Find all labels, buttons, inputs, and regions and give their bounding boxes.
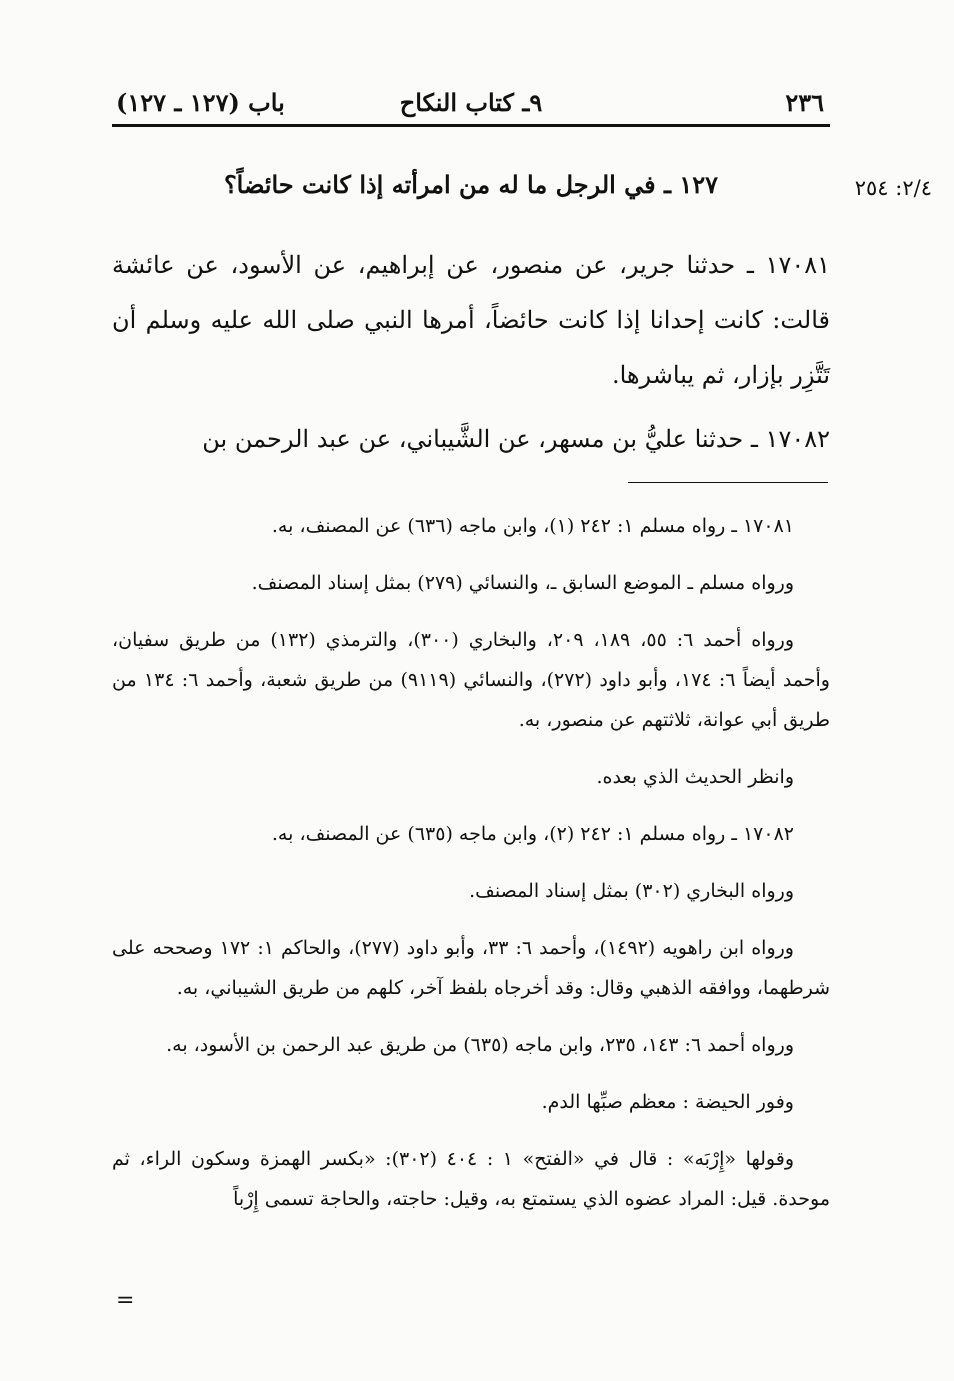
footnote-paragraph: ورواه مسلم ـ الموضع السابق ـ، والنسائي (٢٧٩) بمثل إسناد المصنف. — [251, 572, 794, 594]
footnotes — [112, 506, 830, 1236]
hadith-17081: ١٧٠٨١ ـ حدثنا جرير، عن منصور، عن إبراهيم، عن الأسود، عن عائشة قالت: كانت إحدانا إذا كانت حائضاً، أمرها النبي صلى الله عليه وسلم أن تَتَّزِر بإزار، ثم يباشرها. — [112, 251, 830, 389]
footnote-paragraph: ورواه أحمد ٦: ٥٥، ١٨٩، ٢٠٩، والبخاري (٣٠٠)، والترمذي (١٣٢) من طريق سفيان، وأحمد أيضاً ٦: ١٧٤، وأبو داود (٢٧٢)، والنسائي (٩١١٩) من طريق شعبة، وأحمد ٦: ١٣٤ من طريق أبي عوانة، ثلاثتهم عن منصور، به. — [112, 629, 830, 731]
book-title: ٩ـ كتاب النكاح — [399, 88, 543, 117]
footnote-paragraph: ورواه البخاري (٣٠٢) بمثل إسناد المصنف. — [469, 880, 794, 902]
footnote-separator — [628, 482, 828, 483]
footnote-paragraph: وانظر الحديث الذي بعده. — [596, 766, 794, 788]
side-reference: ٢/٤: ٢٥٤ — [854, 176, 932, 200]
continuation-mark: = — [116, 1288, 135, 1313]
footnote-paragraph: وفور الحيضة : معظم صبِّها الدم. — [541, 1091, 794, 1113]
chapter-range: باب (١٢٧ ـ ١٢٧) — [116, 88, 285, 117]
footnote-paragraph: ورواه ابن راهويه (١٤٩٢)، وأحمد ٦: ٣٣، وأبو داود (٢٧٧)، والحاكم ١: ١٧٢ وصححه على شرطهما، ووافقه الذهبي وقال: وقد أخرجاه بلفظ آخر، كلهم من طريق الشيباني، به. — [112, 937, 830, 999]
footnote-paragraph: ١٧٠٨٢ ـ رواه مسلم ١: ٢٤٢ (٢)، وابن ماجه (٦٣٥) عن المصنف، به. — [271, 823, 794, 845]
running-header — [112, 86, 830, 127]
footnote-paragraph: ١٧٠٨١ ـ رواه مسلم ١: ٢٤٢ (١)، وابن ماجه (٦٣٦) عن المصنف، به. — [271, 515, 794, 537]
footnote-paragraph: وقولها «إِرْبَه» : قال في «الفتح» ١ : ٤٠٤ (٣٠٢): «بكسر الهمزة وسكون الراء، ثم موحدة. قيل: المراد عضوه الذي يستمتع به، وقيل: حاجته، والحاجة تسمى إِرْباً — [112, 1148, 830, 1210]
hadith-17082: ١٧٠٨٢ ـ حدثنا عليُّ بن مسهر، عن الشَّيباني، عن عبد الرحمن بن — [202, 425, 830, 453]
page-number: ٢٣٦ — [785, 88, 824, 117]
chapter-heading: ١٢٧ ـ في الرجل ما له من امرأته إذا كانت حائضاً؟ — [223, 170, 719, 199]
footnote-paragraph: ورواه أحمد ٦: ١٤٣، ٢٣٥، وابن ماجه (٦٣٥) من طريق عبد الرحمن بن الأسود، به. — [166, 1034, 794, 1056]
